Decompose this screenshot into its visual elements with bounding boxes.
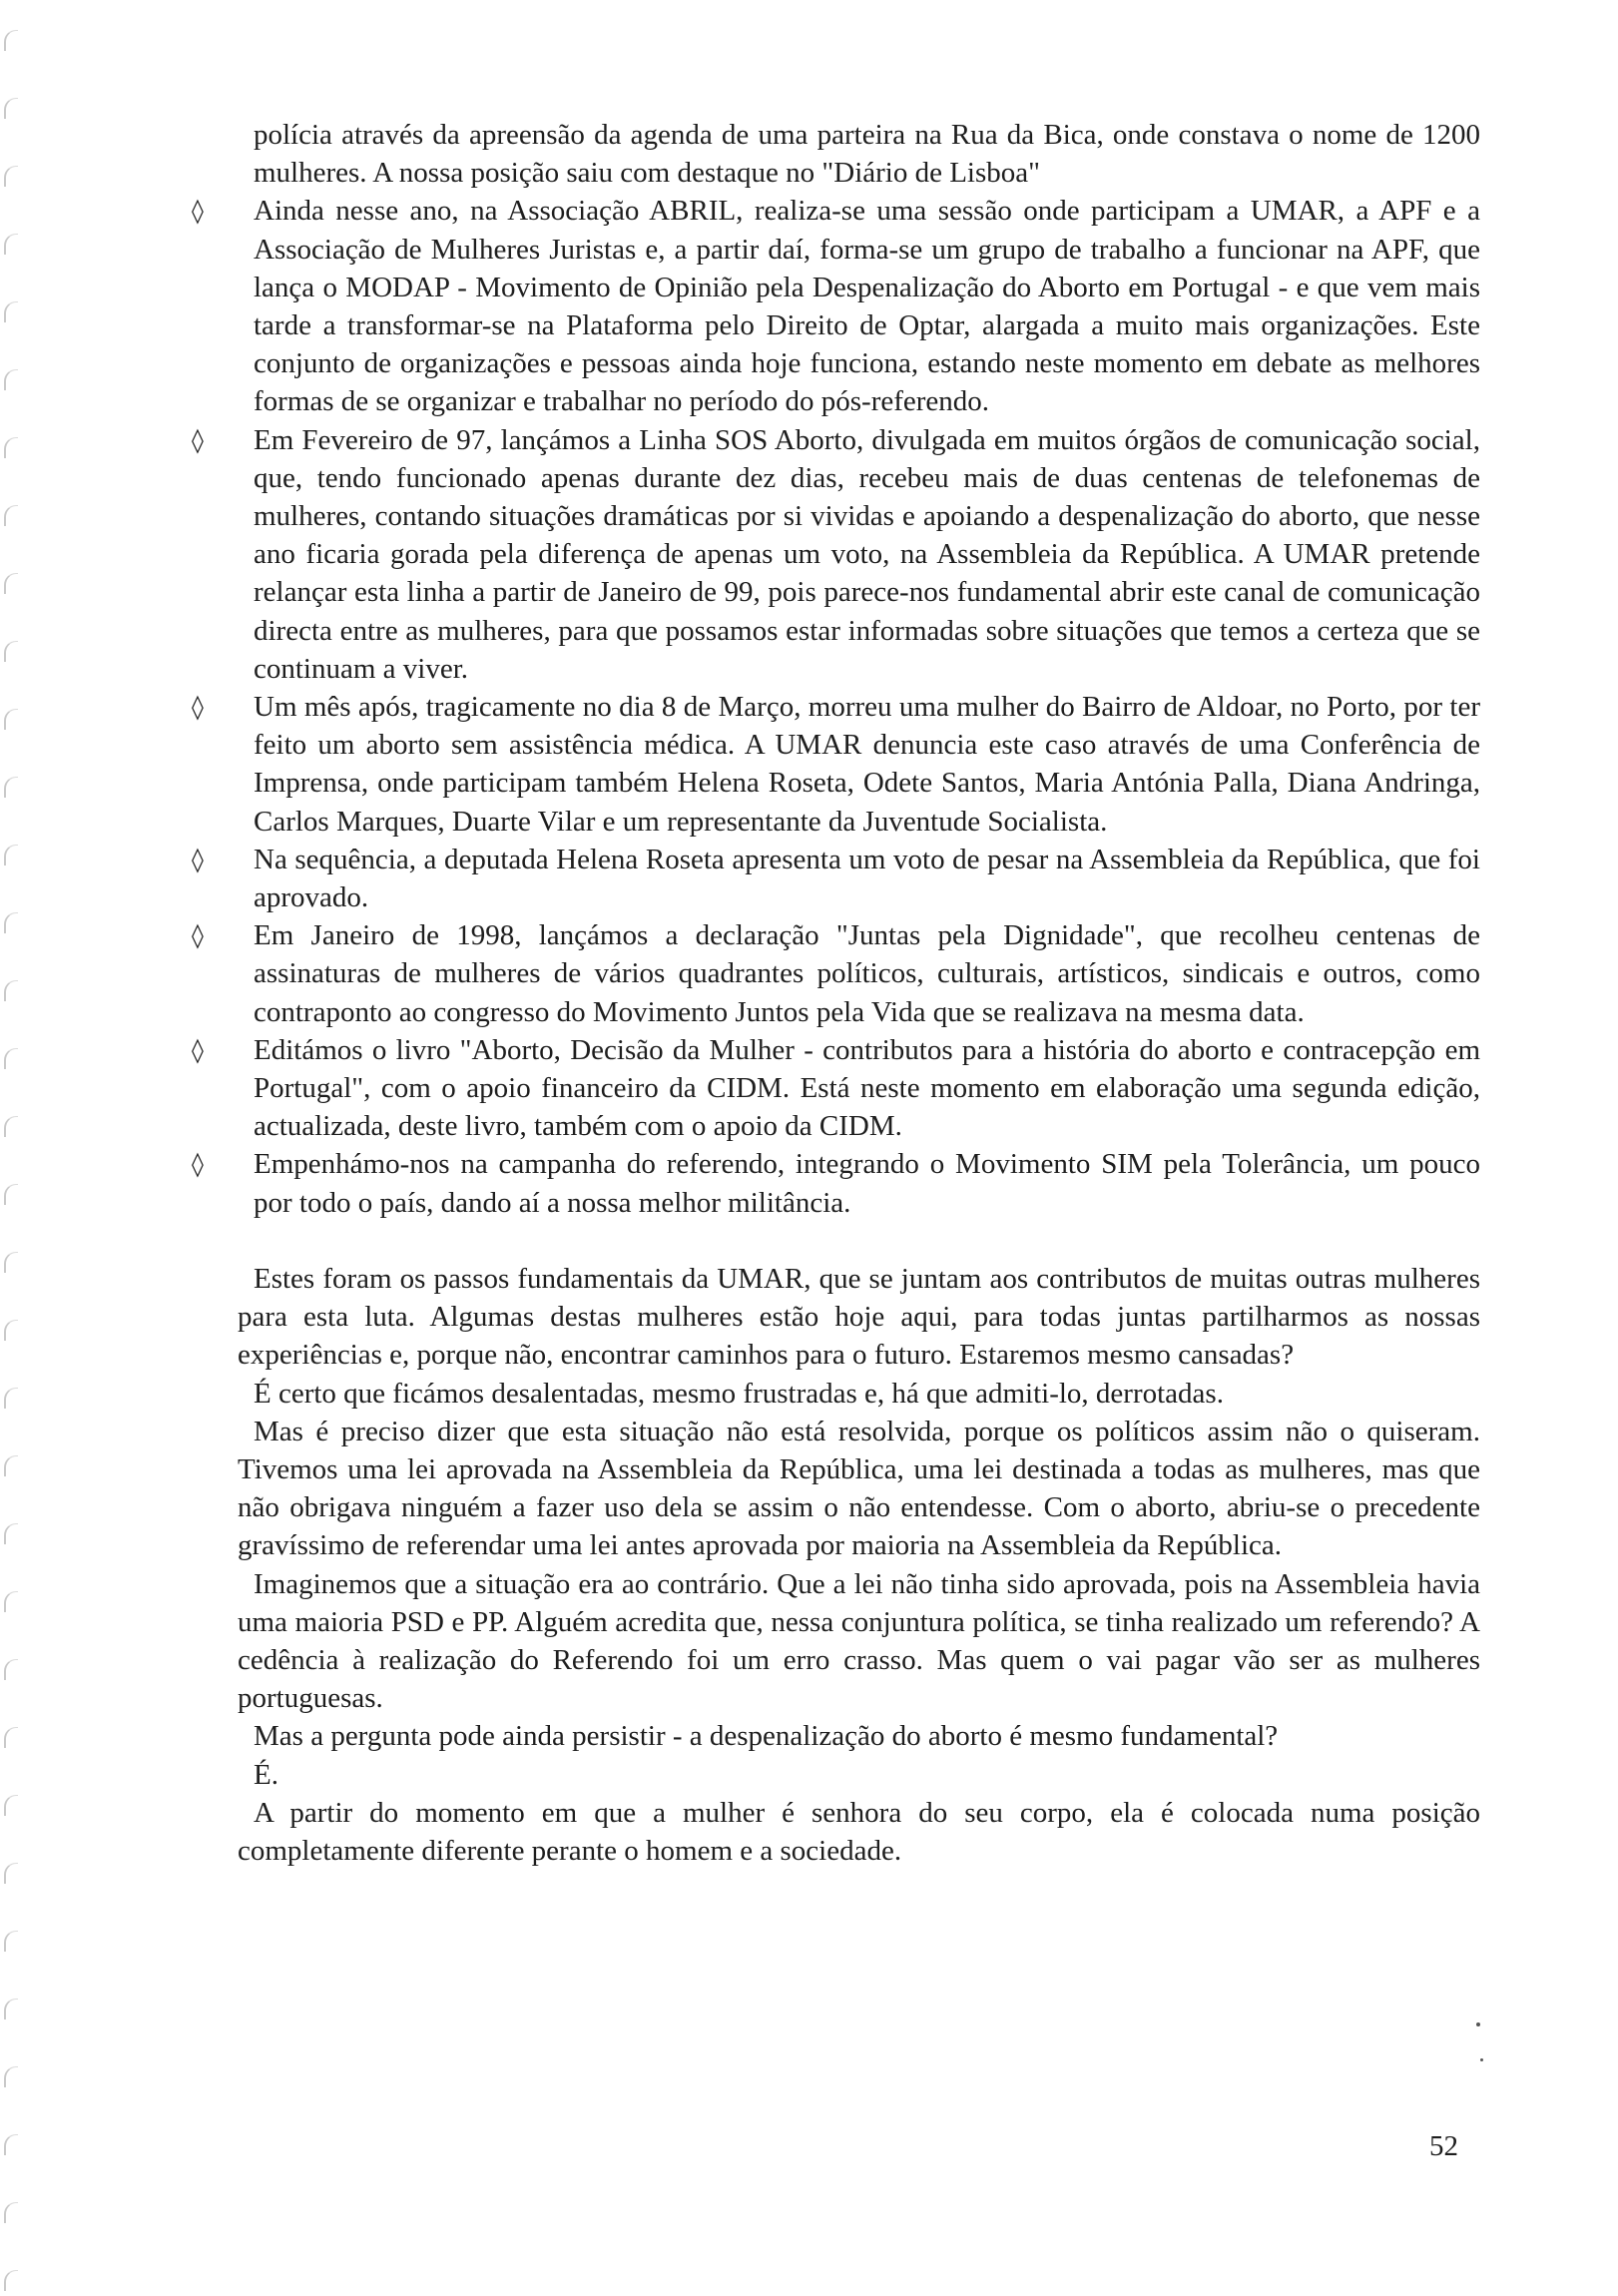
binding-hole [4, 912, 18, 933]
list-item: ◊ Em Fevereiro de 97, lançámos a Linha SOS Aborto, divulgada em muitos órgãos de comunicação social, que, tendo funcionado apenas durante dez dias, recebeu mais de duas centenas de telefonemas de mulheres, contando situações dramáticas por si vividas e apoiando a despenalização do aborto, que nesse ano ficaria gorada pela diferença de apenas um voto, na Assembleia da República. A UMAR pretende relançar esta linha a partir de Janeiro de 99, pois parece-nos fundamental abrir este canal de comunicação directa entre as mulheres, para que possamos estar informadas sobre situações que temos a certeza que se continuam a viver. [238, 421, 1480, 688]
binding-hole [4, 1523, 18, 1544]
paragraph: Mas é preciso dizer que esta situação não está resolvida, porque os políticos assim não o quiseram. Tivemos uma lei aprovada na Assembleia da República, uma lei destinada a todas as mulheres, mas que não obrigava ninguém a fazer uso dela se assim o não entendesse. Com o aborto, abriu-se o precedente gravíssimo de referendar uma lei antes aprovada por maioria na Assembleia da República. [238, 1415, 1480, 1562]
binding-hole [4, 1320, 18, 1341]
binding-hole [4, 369, 18, 390]
list-item: ◊ Empenhámo-nos na campanha do referendo, integrando o Movimento SIM pela Tolerância, um pouco por todo o país, dando aí a nossa melhor militância. [238, 1145, 1480, 1221]
binding-hole [4, 1659, 18, 1680]
list-item: ◊ Um mês após, tragicamente no dia 8 de Março, morreu uma mulher do Bairro de Aldoar, no Porto, por ter feito um aborto sem assistência médica. A UMAR denuncia este caso através de uma Conferência de Imprensa, onde participam também Helena Roseta, Odete Santos, Maria Antónia Palla, Diana Andringa, Carlos Marques, Duarte Vilar e um representante da Juventude Socialista. [238, 688, 1480, 841]
diamond-bullet-icon: ◊ [192, 921, 204, 950]
diamond-bullet-icon: ◊ [192, 845, 204, 873]
body-paragraphs [238, 1260, 1480, 1870]
paragraph: Imaginemos que a situação era ao contrário. Que a lei não tinha sido aprovada, pois na Assembleia havia uma maioria PSD e PP. Alguém acredita que, nessa conjuntura política, se tinha realizado um referendo? A cedência à realização do Referendo foi um erro crasso. Mas quem o vai pagar vão ser as mulheres portuguesas. [238, 1567, 1480, 1715]
bullet-list [192, 192, 1480, 1221]
binding-hole [4, 166, 18, 187]
page-number: 52 [1429, 2130, 1458, 2162]
binding-hole [4, 98, 18, 119]
paragraph: É. [254, 1758, 278, 1791]
binding-hole [4, 1863, 18, 1884]
diamond-bullet-icon: ◊ [192, 693, 204, 722]
paragraph: A partir do momento em que a mulher é senhora do seu corpo, ela é colocada numa posição completamente diferente perante o homem e a sociedade. [238, 1796, 1480, 1867]
binding-hole [4, 301, 18, 322]
binding-hole [4, 234, 18, 255]
paragraph: É certo que ficámos desalentadas, mesmo frustradas e, há que admiti-lo, derrotadas. [254, 1377, 1224, 1410]
binding-hole [4, 1048, 18, 1069]
speck-mark [1476, 2022, 1480, 2026]
list-item: ◊ Em Janeiro de 1998, lançámos a declaração "Juntas pela Dignidade", que recolheu centenas de assinaturas de mulheres de vários quadrantes políticos, culturais, artísticos, sindicais e outros, como contraponto ao congresso do Movimento Juntos pela Vida que se realizava na mesma data. [238, 916, 1480, 1031]
paragraph: Estes foram os passos fundamentais da UMAR, que se juntam aos contributos de muitas outras mulheres para esta luta. Algumas destas mulheres estão hoje aqui, para todas juntas partilharmos as nossas experiências e, porque não, encontrar caminhos para o futuro. Estaremos mesmo cansadas? [238, 1262, 1480, 1372]
list-item: ◊ Ainda nesse ano, na Associação ABRIL, realiza-se uma sessão onde participam a UMAR, a APF e a Associação de Mulheres Juristas e, a partir daí, forma-se um grupo de trabalho a funcionar na APF, que lança o MODAP - Movimento de Opinião pela Despenalização do Aborto em Portugal - e que vem mais tarde a transformar-se na Plataforma pelo Direito de Optar, alargada a muito mais organizações. Este conjunto de organizações e pessoas ainda hoje funciona, estando neste momento em debate as melhores formas de se organizar e trabalhar no período do pós-referendo. [238, 192, 1480, 420]
list-item: ◊ Na sequência, a deputada Helena Roseta apresenta um voto de pesar na Assembleia da República, que foi aprovado. [238, 841, 1480, 916]
binding-edge [0, 0, 40, 2296]
lead-paragraph: polícia através da apreensão da agenda de uma parteira na Rua da Bica, onde constava o nome de 1200 mulheres. A nossa posição saiu com destaque no "Diário de Lisboa" [254, 119, 1480, 190]
diamond-bullet-icon: ◊ [192, 425, 204, 454]
binding-hole [4, 2134, 18, 2155]
diamond-bullet-icon: ◊ [192, 197, 204, 226]
diamond-bullet-icon: ◊ [192, 1035, 204, 1064]
binding-hole [4, 2066, 18, 2087]
binding-hole [4, 1999, 18, 2019]
binding-hole [4, 1727, 18, 1748]
binding-hole [4, 845, 18, 865]
list-item: ◊ Editámos o livro "Aborto, Decisão da Mulher - contributos para a história do aborto e contracepção em Portugal", com o apoio financeiro da CIDM. Está neste momento em elaboração uma segunda edição, actualizada, deste livro, também com o apoio da CIDM. [238, 1031, 1480, 1146]
binding-hole [4, 777, 18, 798]
binding-hole [4, 641, 18, 662]
diamond-bullet-icon: ◊ [192, 1150, 204, 1179]
binding-hole [4, 709, 18, 730]
binding-hole [4, 30, 18, 51]
binding-hole [4, 573, 18, 594]
document-page [192, 116, 1480, 1870]
paragraph: Mas a pergunta pode ainda persistir - a despenalização do aborto é mesmo fundamental? [254, 1720, 1279, 1753]
binding-hole [4, 1931, 18, 1952]
binding-hole [4, 1795, 18, 1816]
binding-hole [4, 2202, 18, 2223]
binding-hole [4, 1455, 18, 1476]
binding-hole [4, 1116, 18, 1137]
binding-hole [4, 1252, 18, 1273]
binding-hole [4, 437, 18, 458]
binding-hole [4, 1591, 18, 1612]
binding-hole [4, 1184, 18, 1205]
speck-mark [1480, 2058, 1483, 2061]
binding-hole [4, 2270, 18, 2291]
binding-hole [4, 980, 18, 1001]
binding-hole [4, 1388, 18, 1409]
binding-hole [4, 505, 18, 526]
